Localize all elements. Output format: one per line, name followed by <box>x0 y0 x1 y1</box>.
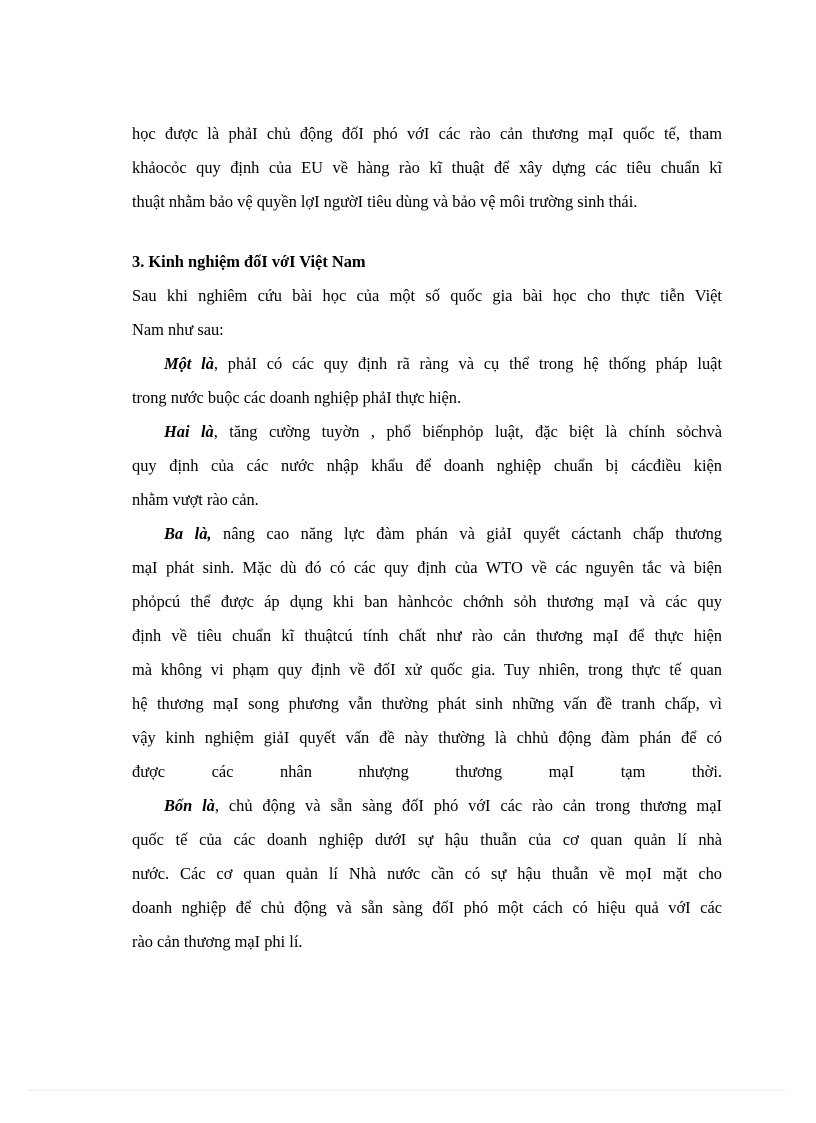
item-text: nâng cao năng lực đàm phán và giảI quyết cáctanh chấp thương <box>211 524 722 543</box>
item-lead: Bốn là <box>164 796 215 815</box>
text-line: định về tiêu chuẩn kĩ thuậtcú tính chất như rào cản thương mạI để thực hiện <box>132 626 722 645</box>
list-item-ba-la <box>132 517 722 789</box>
text-line: rào cản thương mạI phi lí. <box>132 932 303 951</box>
list-item-mot-la <box>132 347 722 415</box>
list-item-bon-la <box>132 789 722 959</box>
intro-paragraph <box>132 117 722 219</box>
item-first-line <box>132 789 722 823</box>
footer-divider <box>28 1090 788 1091</box>
text-line: trong nước buộc các doanh nghiệp phảI thực hiện. <box>132 388 462 407</box>
text-line: mà không vi phạm quy định về đốI xử quốc gia. Tuy nhiên, trong thực tế quan <box>132 660 722 679</box>
text-line: quốc tế của các doanh nghiệp dướI sự hậu thuẫn của cơ quan quản lí nhà <box>132 830 722 849</box>
text-line: Sau khi nghiêm cứu bài học của một số quốc gia bài học cho thực tiễn Việt <box>132 286 722 305</box>
text-line: hệ thương mạI song phương vẫn thường phát sinh những vấn đề tranh chấp, vì <box>132 694 722 713</box>
paragraph-gap <box>132 219 722 245</box>
item-lead: Hai là <box>164 422 214 441</box>
document-body <box>132 117 722 959</box>
item-text: , chủ động và sẵn sàng đốI phó vớI các rào cản trong thương mạI <box>214 796 722 815</box>
text-line: nhằm vượt rào cản. <box>132 490 259 509</box>
item-first-line <box>132 517 722 551</box>
text-line: học được là phảI chủ động đốI phó vớI các rào cản thương mạI quốc tế, tham <box>132 124 722 143</box>
item-lead: Ba là, <box>164 524 212 543</box>
section-heading: 3. Kinh nghiệm đốI vớI Việt Nam <box>132 252 366 271</box>
text-line: phỏpcú thể được áp dụng khi ban hànhcỏc chớnh sỏh thương mạI và các quy <box>132 592 722 611</box>
text-line: thuật nhằm bảo vệ quyền lợI ngườI tiêu dùng và bảo vệ môi trường sinh thái. <box>132 192 638 211</box>
text-line: mạI phát sinh. Mặc dù đó có các quy định của WTO về các nguyên tắc và biện <box>132 558 722 577</box>
text-line: khảocỏc quy định của EU về hàng rào kĩ thuật để xây dựng các tiêu chuẩn kĩ <box>132 158 722 177</box>
text-line: Nam như sau: <box>132 320 224 339</box>
list-item-hai-la <box>132 415 722 517</box>
item-first-line <box>132 347 722 381</box>
text-line: nước. Các cơ quan quản lí Nhà nước cần có sự hậu thuẫn về mọI mặt cho <box>132 864 722 883</box>
item-text: , tăng cường tuyờn , phổ biếnphỏp luật, đặc biệt là chính sỏchvà <box>213 422 722 441</box>
text-line: doanh nghiệp để chủ động và sẵn sàng đốI phó một cách có hiệu quả vớI các <box>132 898 722 917</box>
text-line: được các nhân nhượng thương mạI tạm thời. <box>132 762 722 781</box>
item-text: , phảI có các quy định rã ràng và cụ thể trong hệ thống pháp luật <box>213 354 722 373</box>
item-lead: Một là <box>164 354 214 373</box>
section-intro <box>132 279 722 347</box>
text-line: quy định của các nước nhập khẩu để doanh nghiệp chuẩn bị cácđiều kiện <box>132 456 722 475</box>
text-line: vậy kinh nghiệm giảI quyết vấn đề này thường là chhủ động đàm phán để có <box>132 728 722 747</box>
item-first-line <box>132 415 722 449</box>
